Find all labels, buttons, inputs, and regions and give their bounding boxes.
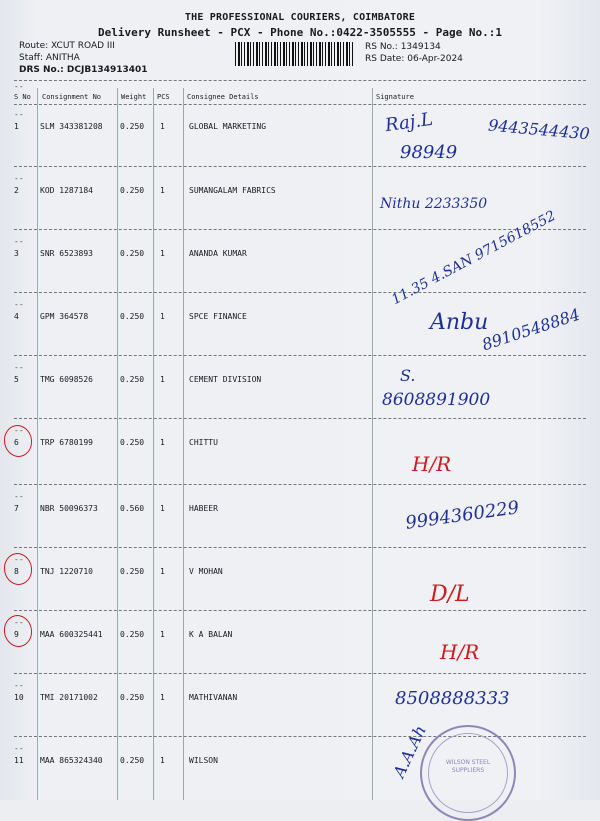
row-weight: 0.250 [120,693,145,702]
column-guide [183,88,184,800]
row-sno: 1 [14,122,19,131]
row-marker: -- [14,618,24,627]
signature-1c: 98949 [400,142,458,163]
row-consignee: MATHIVANAN [189,693,238,702]
row-sno: 2 [14,186,19,195]
row-marker: -- [14,300,24,309]
col-sno: S No [14,93,31,101]
signature-2: Nithu 2233350 [380,196,488,212]
barcode [235,42,353,66]
row-divider [14,547,586,548]
row-pcs: 1 [160,249,165,258]
row-consignee: ANANDA KUMAR [189,249,247,258]
staff-line [19,53,80,63]
row-sno: 4 [14,312,19,321]
signature-10: 8508888333 [395,688,510,709]
row-divider [14,610,586,611]
header-divider [14,80,586,81]
row-divider [14,292,586,293]
row-divider [14,673,586,674]
row-weight: 0.250 [120,756,145,765]
row-weight: 0.250 [120,312,145,321]
col-pcs: PCS [157,93,170,101]
row-pcs: 1 [160,438,165,447]
row-weight: 0.250 [120,630,145,639]
row-marker: -- [14,492,24,501]
row-pcs: 1 [160,312,165,321]
row-pcs: 1 [160,630,165,639]
row-pcs: 1 [160,122,165,131]
red-circle-mark [1,551,34,587]
row-marker: -- [14,555,24,564]
rs-date-value: 06-Apr-2024 [407,54,463,64]
row-sno: 6 [14,438,19,447]
row-consignment: TNJ 1220710 [40,567,93,576]
row-sno: 10 [14,693,24,702]
company-stamp [420,725,516,821]
staff-label: Staff: [19,53,43,63]
row-consignment: GPM 364578 [40,312,89,321]
row-consignee: GLOBAL MARKETING [189,122,267,131]
row-consignee: WILSON [189,756,218,765]
row-marker: -- [14,110,24,119]
col-weight: Weight [121,93,147,101]
row-divider [14,355,586,356]
row-sno: 3 [14,249,19,258]
row-marker: -- [14,744,24,753]
row-consignee: SPCE FINANCE [189,312,247,321]
stamp-text: WILSON STEEL SUPPLIERS [445,759,491,774]
row-consignee: CHITTU [189,438,218,447]
col-consignee: Consignee Details [187,93,259,101]
runsheet-subtitle: Delivery Runsheet - PCX - Phone No.:0422-3505555 - Page No.:1 [98,26,502,39]
row-consignment: NBR 50096373 [40,504,98,513]
row-marker: -- [14,174,24,183]
route-line [19,41,115,51]
row-pcs: 1 [160,567,165,576]
row-divider [14,166,586,167]
signature-4b: 8910548884 [479,304,583,355]
route-value: XCUT ROAD III [51,41,115,51]
signature-3: 11.35 4.SAN 9715618552 [388,207,559,309]
signature-5b: 8608891900 [382,390,491,410]
row-consignment: TMG 6098526 [40,375,93,384]
column-guide [372,88,373,800]
row-consignment: MAA 865324340 [40,756,103,765]
row-consignee: SUMANGALAM FABRICS [189,186,276,195]
red-circle-mark [1,613,34,649]
signature-7: 9994360229 [404,497,521,534]
row-divider [14,229,586,230]
row-pcs: 1 [160,186,165,195]
company-title: THE PROFESSIONAL COURIERS, COIMBATORE [184,12,416,23]
row-marker: -- [14,426,24,435]
row-marker: -- [14,82,24,91]
drs-value: DCJB134913401 [66,65,148,75]
row-consignment: TRP 6780199 [40,438,93,447]
row-weight: 0.250 [120,567,145,576]
signature-1b: 9443544430 [487,115,591,144]
row-pcs: 1 [160,756,165,765]
row-weight: 0.250 [120,375,145,384]
row-consignment: MAA 600325441 [40,630,103,639]
row-consignee: V MOHAN [189,567,223,576]
row-pcs: 1 [160,693,165,702]
row-marker: -- [14,363,24,372]
row-sno: 9 [14,630,19,639]
route-label: Route: [19,41,49,51]
column-guide [117,88,118,800]
signature-9: H/R [440,640,480,664]
row-divider [14,418,586,419]
row-sno: 8 [14,567,19,576]
rs-date-line [365,54,463,64]
rs-no-label: RS No.: [365,42,398,52]
row-sno: 7 [14,504,19,513]
row-sno: 5 [14,375,19,384]
col-consignment: Consignment No [42,93,102,101]
row-divider [14,484,586,485]
row-weight: 0.250 [120,438,145,447]
column-guide [37,88,38,800]
staff-value: ANITHA [45,53,80,63]
row-weight: 0.250 [120,249,145,258]
row-consignment: KOD 1287184 [40,186,93,195]
rs-date-label: RS Date: [365,54,405,64]
rs-no-line [365,42,441,52]
signature-4a: Anbu [430,310,489,335]
row-sno: 11 [14,756,24,765]
row-consignment: SLM 343381208 [40,122,103,131]
signature-1a: Raj.L [383,108,435,137]
col-signature: Signature [376,93,414,101]
signature-11: A.A.Ah [389,722,430,781]
column-guide [153,88,154,800]
row-consignee: K A BALAN [189,630,233,639]
row-pcs: 1 [160,375,165,384]
rs-no-value: 1349134 [400,42,441,52]
signature-5a: S. [400,366,416,385]
row-weight: 0.560 [120,504,145,513]
row-consignment: TMI 20171002 [40,693,98,702]
row-weight: 0.250 [120,122,145,131]
drs-label: DRS No.: [19,65,64,75]
row-marker: -- [14,681,24,690]
row-consignee: CEMENT DIVISION [189,375,262,384]
header-divider-bottom [14,104,586,105]
drs-line [19,65,148,75]
row-consignment: SNR 6523893 [40,249,93,258]
row-consignee: HABEER [189,504,218,513]
row-weight: 0.250 [120,186,145,195]
red-circle-mark [1,423,34,459]
signature-6: H/R [412,452,452,476]
row-pcs: 1 [160,504,165,513]
row-marker: -- [14,237,24,246]
signature-8: D/L [430,582,470,607]
